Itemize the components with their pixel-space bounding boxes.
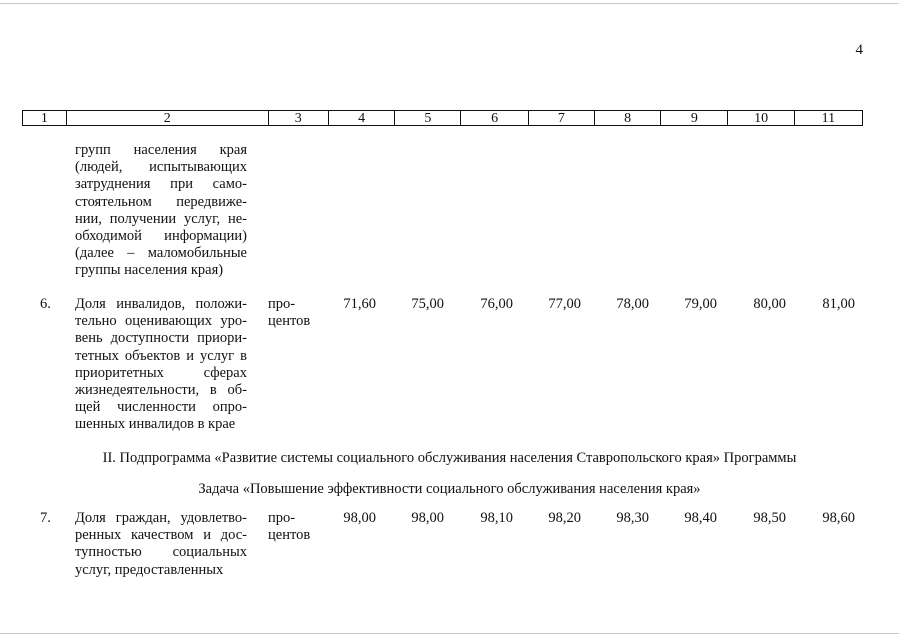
row-7-value-8: 98,30 <box>616 510 649 526</box>
col-number-10: 10 <box>728 111 794 125</box>
col-number-5: 5 <box>395 111 461 125</box>
row-7-value-7: 98,20 <box>548 510 581 526</box>
row-6-value-8: 78,00 <box>616 296 649 312</box>
row-6-value-7: 77,00 <box>548 296 581 312</box>
row-7-value-5: 98,00 <box>411 510 444 526</box>
row-6-value-10: 80,00 <box>753 296 786 312</box>
row-7-value-4: 98,00 <box>343 510 376 526</box>
col-number-4: 4 <box>329 111 395 125</box>
scan-edge-bottom <box>0 633 899 634</box>
row-7-number: 7. <box>40 510 51 526</box>
page-number: 4 <box>855 42 863 58</box>
row-6-value-11: 81,00 <box>822 296 855 312</box>
col-number-6: 6 <box>461 111 528 125</box>
subprogram-heading: II. Подпрограмма «Развитие системы социального обслуживания населения Ставропольского края» Программы <box>102 450 797 466</box>
scan-edge-top <box>0 3 899 4</box>
col-number-1: 1 <box>23 111 67 125</box>
row-7-unit: про- центов <box>268 510 311 544</box>
col-number-2: 2 <box>67 111 269 125</box>
row-6-value-5: 75,00 <box>411 296 444 312</box>
col-number-11: 11 <box>821 111 836 126</box>
row-6-value-9: 79,00 <box>684 296 717 312</box>
row-7-description: Доля граждан, удовлетво-ренных качеством и дос-тупностью социальных услуг, предоставленных <box>75 510 247 578</box>
task-heading: Задача «Повышение эффективности социального обслуживания населения края» <box>198 481 701 497</box>
table-header-row <box>22 110 863 126</box>
col-number-9: 9 <box>661 111 728 125</box>
row-continuation-description: групп населения края (людей, испытывающих затруднения при само-стоятельном передвиже-нии, получении услуг, не-обходимой информации) (далее – маломобильные группы населения края) <box>75 142 247 279</box>
col-number-7: 7 <box>529 111 595 125</box>
row-6-value-4: 71,60 <box>343 296 376 312</box>
row-6-unit: про- центов <box>268 296 311 330</box>
row-6-number: 6. <box>40 296 51 312</box>
row-7-value-6: 98,10 <box>480 510 513 526</box>
row-6-value-6: 76,00 <box>480 296 513 312</box>
row-7-value-10: 98,50 <box>753 510 786 526</box>
row-7-value-11: 98,60 <box>822 510 855 526</box>
col-number-8: 8 <box>595 111 661 125</box>
col-number-3: 3 <box>269 111 329 125</box>
row-7-value-9: 98,40 <box>684 510 717 526</box>
row-6-description: Доля инвалидов, положи-тельно оценивающих уро-вень доступности приори-тетных объектов и услуг в приоритетных сферах жизнедеятельности, в об-щей численности опро-шенных инвалидов в крае <box>75 296 247 433</box>
